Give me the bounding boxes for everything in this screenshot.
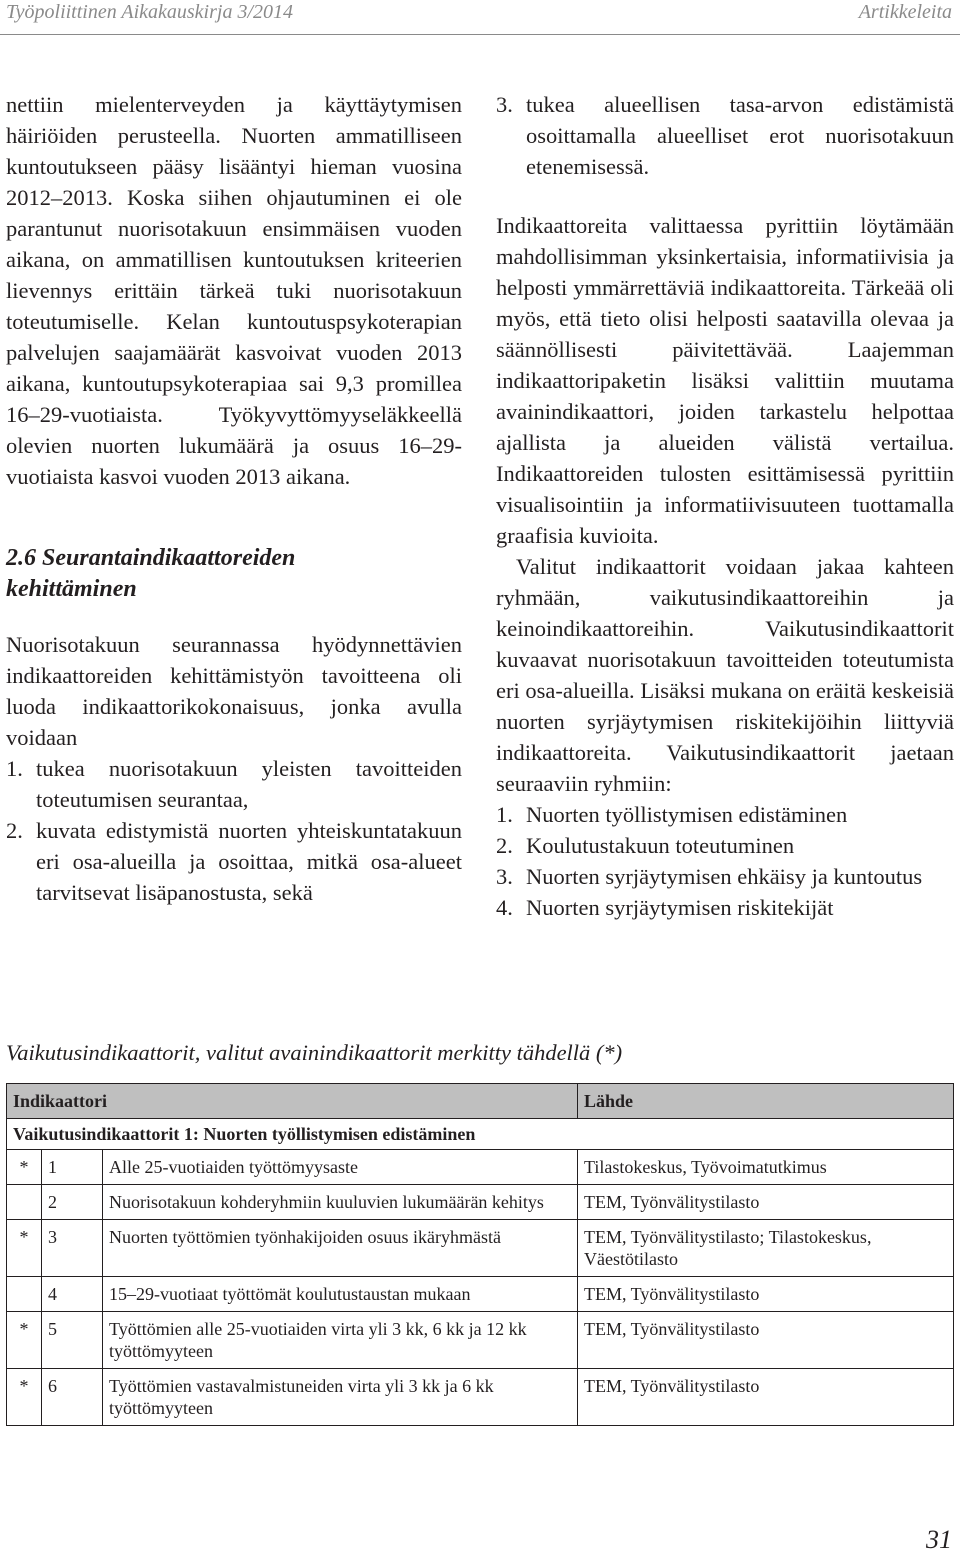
section-heading-line-2: kehittäminen	[6, 576, 137, 602]
table-row	[7, 1150, 954, 1185]
table-header-row	[7, 1084, 954, 1119]
key-indicator-star	[7, 1185, 42, 1220]
list-text: tukea alueellisen tasa-arvon edistämistä osoittamalla alueelliset erot nuorisotakuun etenemisessä.	[526, 92, 954, 179]
list-number: 1.	[6, 756, 23, 781]
left-column	[6, 89, 462, 908]
indicator-description: Työttömien alle 25-vuotiaiden virta yli 3 kk, 6 kk ja 12 kk työttömyyteen	[103, 1312, 578, 1369]
indicator-source: TEM, Työnvälitystilasto	[578, 1185, 954, 1220]
table-caption: Vaikutusindikaattorit, valitut avainindikaattorit merkitty tähdellä (*)	[6, 1040, 623, 1065]
indicator-number: 6	[42, 1369, 103, 1426]
indicator-number: 2	[42, 1185, 103, 1220]
body-paragraph: Indikaattoreita valittaessa pyrittiin löytämään mahdollisimman yksinkertaisia, informatiivisia ja helposti ymmärrettäviä indikaattoreita. Tärkeää oli myös, että tieto olisi helposti saatavilla olevaa ja säännöllisesti päivitettävää. Laajemman indikaattoripaketin lisäksi valittiin muutama avainindikaattori, joiden tarkastelu helpottaa ajallista ja alueiden välistä vertailua. Indikaattoreiden tulosten esittämisessä pyrittiin visualisointiin ja informatiivisuuteen tuottamalla graafisia kuvioita.	[496, 213, 954, 548]
body-paragraph: Valitut indikaattorit voidaan jakaa kahteen ryhmään, vaikutusindikaattoreihin ja keinoindikaattoreihin. Vaikutusindikaattorit kuvaavat nuorisotakuun tavoitteiden toteutumista eri osa-alueilla. Lisäksi mukana on eräitä keskeisiä nuorten syrjäytymisen riskitekijöihin liittyviä indikaattoreita. Vaikutusindikaattorit jaetaan seuraaviin ryhmiin:	[496, 554, 954, 796]
list-text: Koulutustakuun toteutuminen	[526, 833, 795, 858]
list-text: Nuorten syrjäytymisen riskitekijät	[526, 895, 834, 920]
list-number: 2.	[6, 818, 23, 843]
section-name: Artikkeleita	[858, 1, 952, 23]
table-row	[7, 1312, 954, 1369]
indicator-number: 3	[42, 1220, 103, 1277]
header-source: Lähde	[578, 1084, 954, 1119]
key-indicator-star: *	[7, 1312, 42, 1369]
header-indicator: Indikaattori	[7, 1084, 578, 1119]
list-item	[496, 799, 954, 830]
goal-list-continued	[496, 89, 954, 182]
body-paragraph: Nuorisotakuun seurannassa hyödynnettävien indikaattoreiden kehittämistyön tavoitteena oli luoda indikaattorikokonaisuus, jonka avulla voidaan	[6, 632, 462, 750]
group-title: Vaikutusindikaattorit 1: Nuorten työllistymisen edistäminen	[7, 1119, 954, 1150]
list-number: 3.	[496, 92, 513, 117]
indicator-number: 5	[42, 1312, 103, 1369]
section-heading	[6, 543, 462, 605]
body-paragraph: nettiin mielenterveyden ja käyttäytymisen häiriöiden perusteella. Nuorten ammatilliseen kuntoutukseen pääsy lisääntyi hieman vuosina 2012–2013. Koska siihen ohjautuminen ei ole parantunut nuorisotakuun ensimmäisen vuoden aikana, on ammatillisen kuntoutuksen kriteerien lievennys erittäin tärkeä tuki nuorisotakuun toteutumiselle. Kelan kuntoutuspsykoterapian palvelujen saajamäärät kasvoivat vuoden 2013 aikana, kuntoutupsykoterapiaa sai 9,3 promillea 16–29-vuotiaista. Työkyvyttömyyseläkkeellä olevien nuorten lukumäärä ja osuus 16–29-vuotiaista kasvoi vuoden 2013 aikana.	[6, 92, 462, 489]
list-item	[6, 753, 462, 815]
indicator-number: 1	[42, 1150, 103, 1185]
key-indicator-star	[7, 1277, 42, 1312]
indicator-source: Tilastokeskus, Työvoimatutkimus	[578, 1150, 954, 1185]
table-group-row	[7, 1119, 954, 1150]
right-column	[496, 89, 954, 923]
list-text: tukea nuorisotakuun yleisten tavoitteiden toteutumisen seurantaa,	[36, 756, 462, 812]
list-item	[496, 830, 954, 861]
key-indicator-star: *	[7, 1220, 42, 1277]
indicator-source: TEM, Työnvälitystilasto; Tilastokeskus, Väestötilasto	[578, 1220, 954, 1277]
list-text: Nuorten syrjäytymisen ehkäisy ja kuntoutus	[526, 864, 923, 889]
indicator-source: TEM, Työnvälitystilasto	[578, 1312, 954, 1369]
list-number: 2.	[496, 833, 513, 858]
list-number: 3.	[496, 864, 513, 889]
indicator-description: Alle 25-vuotiaiden työttömyysaste	[103, 1150, 578, 1185]
indicator-number: 4	[42, 1277, 103, 1312]
table-row	[7, 1369, 954, 1426]
indicator-source: TEM, Työnvälitystilasto	[578, 1277, 954, 1312]
journal-title: Työpoliittinen Aikakauskirja 3/2014	[6, 1, 294, 23]
indicator-source: TEM, Työnvälitystilasto	[578, 1369, 954, 1426]
list-text: kuvata edistymistä nuorten yhteiskuntatakuun eri osa-alueilla ja osoittaa, mitkä osa-alueet tarvitsevat lisäpanostusta, sekä	[36, 818, 462, 905]
indicator-group-list	[496, 799, 954, 923]
table-row	[7, 1277, 954, 1312]
table-row	[7, 1185, 954, 1220]
goal-list	[6, 753, 462, 908]
section-heading-line-1: 2.6 Seurantaindikaattoreiden	[6, 545, 296, 571]
indicator-description: 15–29-vuotiaat työttömät koulutustaustan mukaan	[103, 1277, 578, 1312]
table-row	[7, 1220, 954, 1277]
indicator-description: Nuorten työttömien työnhakijoiden osuus ikäryhmästä	[103, 1220, 578, 1277]
key-indicator-star: *	[7, 1150, 42, 1185]
list-number: 1.	[496, 802, 513, 827]
running-header	[0, 0, 960, 35]
indicator-description: Nuorisotakuun kohderyhmiin kuuluvien lukumäärän kehitys	[103, 1185, 578, 1220]
page-number: 31	[926, 1525, 952, 1554]
list-item	[496, 89, 954, 182]
indicator-description: Työttömien vastavalmistuneiden virta yli 3 kk ja 6 kk työttömyyteen	[103, 1369, 578, 1426]
list-item	[6, 815, 462, 908]
list-number: 4.	[496, 895, 513, 920]
key-indicator-star: *	[7, 1369, 42, 1426]
list-item	[496, 892, 954, 923]
indicator-table	[6, 1083, 954, 1426]
list-text: Nuorten työllistymisen edistäminen	[526, 802, 848, 827]
list-item	[496, 861, 954, 892]
